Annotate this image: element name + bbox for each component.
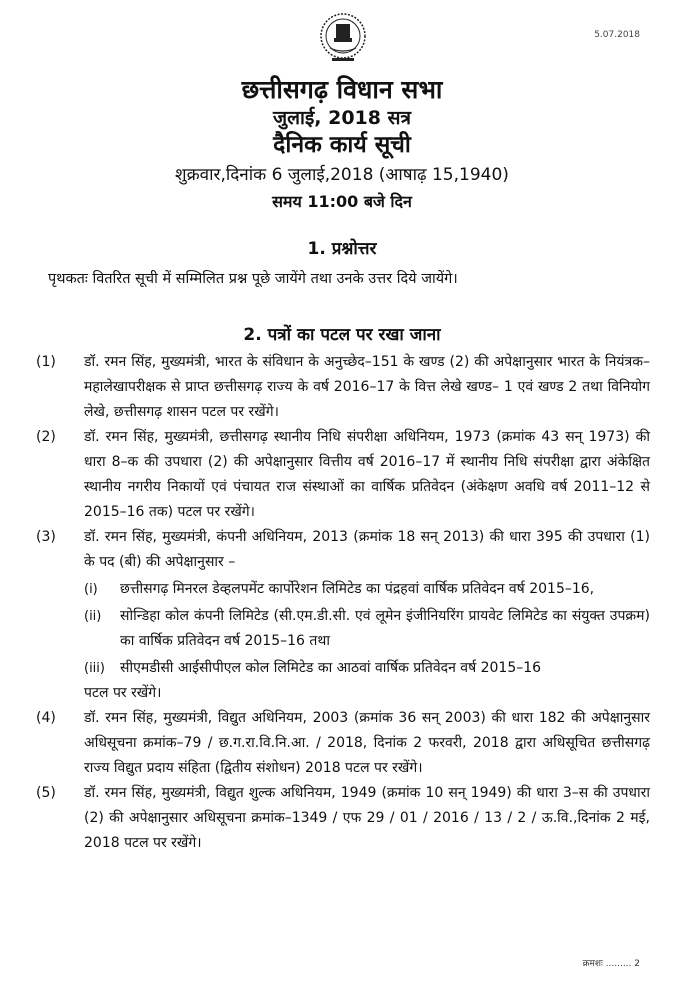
list-item bbox=[36, 781, 650, 856]
sub-item bbox=[84, 577, 650, 602]
list-item bbox=[36, 525, 650, 575]
item-text: डॉ. रमन सिंह, मुख्यमंत्री, विद्युत शुल्क अधिनियम, 1949 (क्रमांक 10 सन् 1949) की धारा 3–स की उपधारा (2) की अपेक्षानुसार अधिसूचना क्रमांक–1349 / एफ 29 / 01 / 2016 / 13 / 2 / ऊ.वि.,दिनांक 2 मई, 2018 पटल पर रखेंगे। bbox=[84, 785, 650, 851]
item-number: (4) bbox=[36, 710, 56, 726]
item-text: डॉ. रमन सिंह, मुख्यमंत्री, छत्तीसगढ़ स्थानीय निधि संपरीक्षा अधिनियम, 1973 (क्रमांक 43 सन् 1973) की धारा 8–क की उपधारा (2) की अपेक्षानुसार वित्तीय वर्ष 2016–17 में स्थानीय निधि संपरीक्षा द्वारा अंकेक्षित स्थानीय नगरीय निकायों एवं पंचायत राज संस्थाओं का वार्षिक प्रतिवेदन (अंकेक्षण अवधि वर्ष 2011–12 से 2015–16 तक) पटल पर रखेंगे। bbox=[84, 429, 650, 520]
date-line: शुक्रवार,दिनांक 6 जुलाई,2018 (आषाढ़ 15,1940) bbox=[175, 165, 509, 185]
state-emblem-icon bbox=[318, 12, 368, 64]
document-header bbox=[0, 74, 684, 214]
list-item bbox=[36, 706, 650, 781]
assembly-title: छत्तीसगढ़ विधान सभा bbox=[241, 75, 443, 104]
item-text: डॉ. रमन सिंह, मुख्यमंत्री, भारत के संविधान के अनुच्छेद–151 के खण्ड (2) की अपेक्षानुसार भारत के नियंत्रक–महालेखापरीक्षक से प्राप्त छत्तीसगढ़ राज्य के वर्ष 2016–17 के वित्त लेखे खण्ड– 1 एवं खण्ड 2 तथा विनियोग लेखे, छत्तीसगढ़ शासन पटल पर रखेंगे। bbox=[84, 354, 650, 420]
item-number: (2) bbox=[36, 429, 56, 445]
item-tail-text: पटल पर रखेंगे। bbox=[84, 685, 162, 701]
sub-item-text: छत्तीसगढ़ मिनरल डेव्हलपमेंट कार्पोरेशन लिमिटेड का पंद्रहवां वार्षिक प्रतिवेदन वर्ष 2015–16, bbox=[120, 581, 595, 597]
sub-item-number: (ii) bbox=[84, 609, 102, 624]
sub-item-number: (i) bbox=[84, 582, 98, 597]
sub-item-text: सीएमडीसी आईसीपीएल कोल लिमिटेड का आठवां वार्षिक प्रतिवेदन वर्ष 2015–16 bbox=[120, 660, 542, 676]
item-text: डॉ. रमन सिंह, मुख्यमंत्री, विद्युत अधिनियम, 2003 (क्रमांक 36 सन् 2003) की धारा 182 की अपेक्षानुसार अधिसूचना क्रमांक–79 / छ.ग.रा.वि.नि.आ. / 2018, दिनांक 2 फरवरी, 2018 द्वारा अधिसूचित छत्तीसगढ़ राज्य विद्युत प्रदाय संहिता (द्वितीय संशोधन) 2018 पटल पर रखेंगे। bbox=[84, 710, 650, 776]
section-2-title: 2. पत्रों का पटल पर रखा जाना bbox=[243, 325, 441, 345]
section-1-title: 1. प्रश्नोत्तर bbox=[307, 239, 377, 259]
section-2-items bbox=[36, 350, 650, 856]
session-title: जुलाई, 2018 सत्र bbox=[273, 107, 411, 129]
time-line: समय 11:00 बजे दिन bbox=[272, 192, 412, 211]
corner-date: 5.07.2018 bbox=[594, 30, 640, 40]
sub-item bbox=[84, 604, 650, 654]
sub-item-text: सोन्डिहा कोल कंपनी लिमिटेड (सी.एम.डी.सी. एवं लूमेन इंजीनियरिंग प्रायवेट लिमिटेड का संयुक्त उपक्रम) का वार्षिक प्रतिवेदन वर्ष 2015–16 तथा bbox=[120, 608, 650, 649]
list-item bbox=[36, 350, 650, 425]
section-1-text: पृथकतः वितरित सूची में सम्मिलित प्रश्न पूछे जायेंगे तथा उनके उत्तर दिये जायेंगे। bbox=[48, 271, 458, 287]
item-number: (1) bbox=[36, 354, 56, 370]
sub-list bbox=[84, 577, 650, 681]
continuation-footer: क्रमशः ......... 2 bbox=[582, 959, 640, 969]
item-number: (3) bbox=[36, 529, 56, 545]
sub-item bbox=[84, 656, 650, 681]
list-item bbox=[36, 425, 650, 525]
agenda-title: दैनिक कार्य सूची bbox=[273, 132, 411, 158]
sub-item-number: (iii) bbox=[84, 661, 105, 676]
item-text: डॉ. रमन सिंह, मुख्यमंत्री, कंपनी अधिनियम, 2013 (क्रमांक 18 सन् 2013) की धारा 395 की उपधारा (1) के पद (बी) की अपेक्षानुसार – bbox=[84, 529, 650, 570]
item-number: (5) bbox=[36, 785, 56, 801]
